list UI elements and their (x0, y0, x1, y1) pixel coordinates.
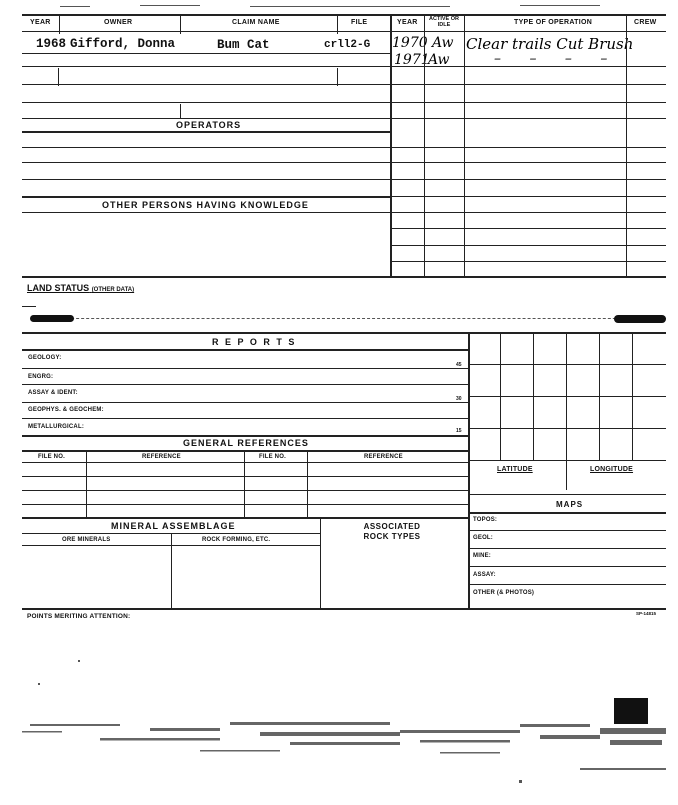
latitude-label: LATITUDE (497, 466, 533, 473)
report-geology: GEOLOGY: (28, 355, 62, 361)
header-claim-name: CLAIM NAME (232, 19, 280, 26)
handwritten-operation-1: Clear trails Cut Brush (466, 35, 634, 53)
report-num-15: 15 (456, 428, 462, 434)
associated-rock-types-label: ASSOCIATED ROCK TYPES (363, 522, 421, 541)
form-number: SP-14815 (636, 611, 657, 616)
land-status-label: LAND STATUS (27, 283, 90, 293)
report-assay: ASSAY & IDENT: (28, 390, 78, 396)
handwritten-year-2: 1971 (394, 52, 430, 68)
header-file: FILE (351, 19, 368, 26)
longitude-label: LONGITUDE (590, 466, 634, 473)
other-persons-label: OTHER PERSONS HAVING KNOWLEDGE (102, 200, 309, 210)
operators-label: OPERATORS (176, 120, 242, 130)
ref-header-reference-2: REFERENCE (364, 454, 403, 460)
claim-owner: Gifford, Donna (70, 37, 176, 51)
handwritten-year-1: 1970 (392, 35, 428, 51)
rock-forming-label: ROCK FORMING, ETC. (202, 537, 271, 543)
points-meriting-attention: POINTS MERITING ATTENTION: (27, 613, 131, 620)
handwritten-status-1: Aw (432, 35, 454, 51)
header-active-or-idle: ACTIVE OR IDLE (429, 16, 459, 28)
claim-file: crll2-G (324, 39, 371, 51)
claim-year: 1968 (36, 37, 67, 51)
handwritten-operation-2: – – – – (494, 51, 620, 67)
header-type-of-operation: TYPE OF OPERATION (514, 19, 593, 26)
maps-other: OTHER (& PHOTOS) (473, 590, 535, 596)
mineral-assemblage-title: MINERAL ASSEMBLAGE (111, 521, 236, 531)
ref-header-reference-1: REFERENCE (142, 454, 181, 460)
ref-header-file-no-2: FILE NO. (259, 454, 286, 460)
maps-geol: GEOL: (473, 535, 493, 541)
header-year-2: YEAR (397, 19, 418, 26)
report-num-30: 30 (456, 396, 462, 402)
ink-blot (614, 698, 648, 724)
ref-header-file-no-1: FILE NO. (38, 454, 65, 460)
claim-name: Bum Cat (217, 38, 270, 52)
header-owner: OWNER (104, 19, 133, 26)
general-references-title: GENERAL REFERENCES (183, 438, 309, 448)
report-engrg: ENGRG: (28, 374, 54, 380)
maps-assay: ASSAY: (473, 572, 496, 578)
maps-title: MAPS (556, 500, 584, 509)
report-metallurgical: METALLURGICAL: (28, 424, 85, 430)
maps-topos: TOPOS: (473, 517, 498, 523)
report-num-45: 45 (456, 362, 462, 368)
report-geophys: GEOPHYS. & GEOCHEM: (28, 407, 104, 413)
reports-title: R E P O R T S (212, 337, 297, 347)
maps-mine: MINE: (473, 553, 491, 559)
land-status-sub: (OTHER DATA) (91, 287, 135, 293)
handwritten-status-2: Aw (428, 52, 450, 68)
header-crew: CREW (634, 19, 657, 26)
ore-minerals-label: ORE MINERALS (62, 537, 111, 543)
header-year: YEAR (30, 19, 51, 26)
